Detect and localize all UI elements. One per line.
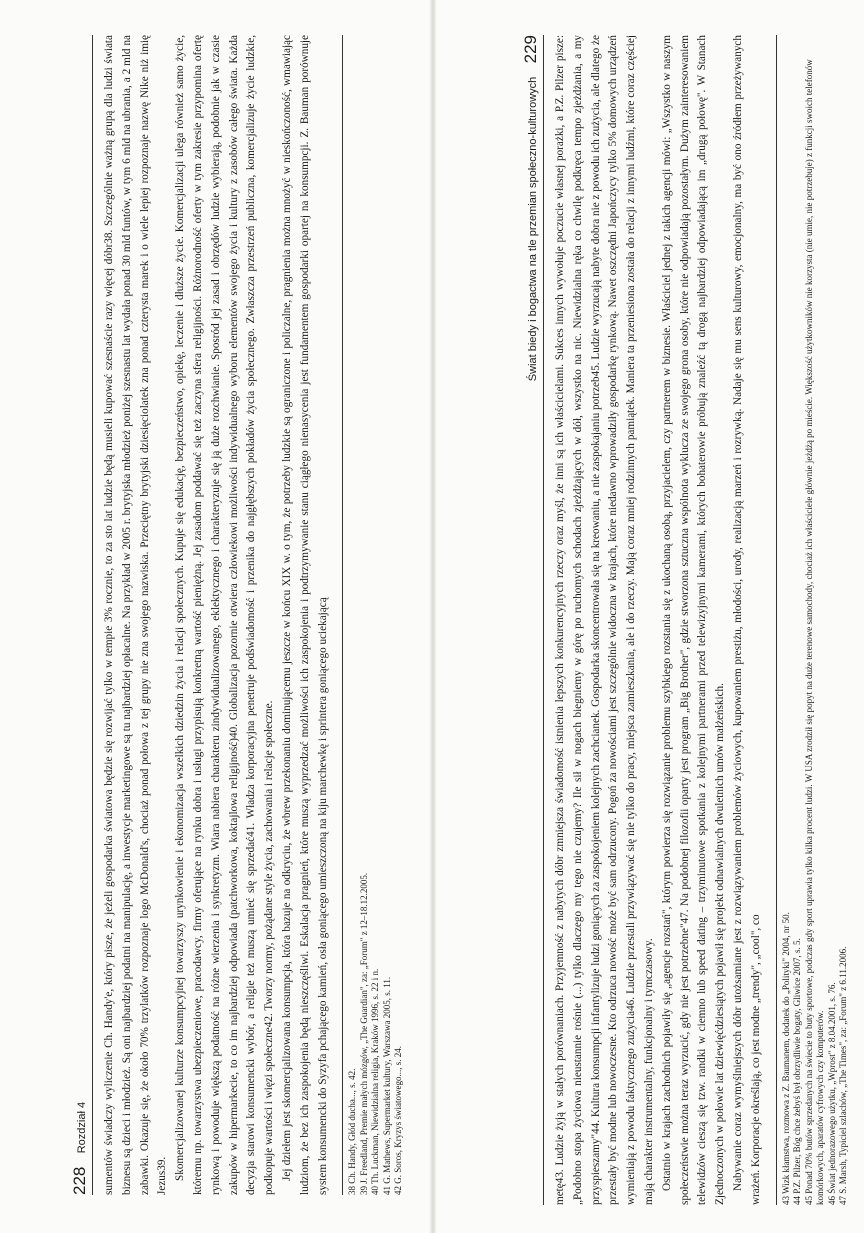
- right-paragraph-3: Nabywanie coraz wymyślniejszych dóbr utożsamiane jest z rozwiązywaniem problemów życiowych, kupowaniem prestiżu, młodości, urody, realizacją marzeń i rozrywką. Nadaje się mu sens kulturowy, emocjonalny, ma być ono źródłem przeżywanych wrażeń. Korporacje określają, co jest modne „trendy", „cool", co: [731, 35, 762, 1205]
- footnote-39: 39 J. Freedland, Premie małych mózgów, „The Guardian", za: „Forum" z 12–18.12.2005.: [358, 872, 369, 1195]
- footnote-45: 45 Ponad 70% butów sprzedanych na świecie to buty sportowe, podczas gdy sport uprawia tylko kilka procent ludzi. W USA zrodził się popyt na duże terenowe samochody, chociaż ich właściciele głównie jeżdżą po mieście. Większość użytkowników nie korzysta (nie umie, nie potrzebuje) z funkcji swoich telefonów komórkowych, aparatów cyfrowych czy komputerów.: [803, 59, 826, 1205]
- footnote-47: 47 S. Marsh, Typiciel szlachów, „The Times", za: „Forum" z 6.11.2006.: [838, 946, 849, 1205]
- left-footnotes: [342, 35, 405, 1195]
- footnote-42: 42 G. Soros, Kryzys światowego..., s. 24.: [393, 1046, 404, 1195]
- left-paragraph-1: sumentów świadczy wyliczenie Ch. Handy'e, który pisze, że jeżeli gospodarka światowa będzie się rozwijać tylko w tempie 3% rocznie, to za sto lat ludzie będą musieli kupować szesnaście razy więcej dóbr38. Szczególnie ważną grupą dla ludzi świata biznesu są dzieci i młodzież. Są oni najbardziej podatni na manipulację, a inwestycje marketingowe są tu najbardziej opłacalne. Na przykład w 2005 r. brytyjska młodzież poniżej szesnastu lat wydała ponad 30 mld funtów, w tym 6 mld na ubrania, a 2 mld na zabawki. Okazuje się, że około 70% trzylatków rozpoznaje logo McDonald's, chociaż ponad połowa z tej grupy nie zna swojego nazwiska. Przeciętny brytyjski dziesięciolatek zna ponad czterysta marek i o wiele lepiej rozpoznaje nazwę Nike niż imię Jezus39.: [103, 35, 169, 1195]
- left-chapter-label: Rozdział 4: [76, 1101, 88, 1154]
- left-paragraph-2: Skomercjalizowanej kulturze konsumpcyjnej towarzyszy urynkowienie i ekonomizacja wszelkich dziedzin życia i relacji społecznych. Kupuje się edukację, bezpieczeństwo, opiekę, leczenie i dłuższe życie. Komercjalizacji ulega również samo życie, któremu np. towarzystwa ubezpieczeniowe, pracodawcy, firmy oferujące na rynku dobra i usługi przypisują konkretną wartość pieniężną. Jej zasadom poddawać się też zaczyna sfera religijności. Różnorodność oferty w tym zakresie przypomina ofertę rynkową i powoduje większą podatność na różne wierzenia i synkretyzm. Wiara nabiera charakteru zindywidualizowanego, eklektycznego i charakteryzuje się ją duże rozchwianie. Sposród jej zasad i obrzędów ludzie wybierają, podobnie jak w czasie zakupów w hipermarkecie, to co im najbardziej odpowiada (patchworkowa, koktajlowa religijność)40. Globalizacja pozornie otwiera człowiekowi możliwości indywidualnego wyboru elementów swojego życia i kultury z zasobów całego świata. Każda decyzja starowi konsumencki wybór, a religie też muszą umieć się sprzedać41. Władza korporacyjna penetruje podświadomość i przenika do najgłębszych pokładów życia społecznego. Zwłaszcza przestrzeń publiczna, komercjalizuje życie ludzkie, podkopuje wartości i więzi społeczne42. Tworzy normy, pożądane style życia, zachowania i relacje społeczne.: [174, 35, 276, 1195]
- footnote-43: 43 Wizk kłamstwa, rozmowa z Z. Baumanem, dodatek do „Polityki" 2004, nr 50.: [780, 912, 791, 1205]
- footnote-40: 40 Th. Luckman, Niewidzialna religia, Kraków 1996, s. 22 i n.: [370, 968, 381, 1195]
- footnote-44: 44 P.Z. Pilzer, Bóg chce żebyś był obrzydliwie bogaty, Gliwice 2007, s. 5.: [792, 938, 803, 1205]
- right-footnotes: [776, 35, 850, 1205]
- right-paragraph-1: metę43. Ludzie żyją w stałych porównaniach. Przyjemność z nabytych dóbr zmniejsza świadomość istnienia lepszych konkurencyjnych rzeczy oraz myśl, że inni są ich właścicielami. Sukces innych wywołuje poczucie własnej porażki, a P.Z. Pilzer pisze: „Podobno stopa życiowa nieustannie rośnie (...) tylko dlaczego my tego nie czujemy? Ile sił w nogach biegniemy w górę po ruchomych schodach zjeżdżających w dół, wszystko na nic. Niewidzialna ręka co chwilę podkręca tempo zjeżdżania, a my przyspieszamy"44. Kultura konsumpcji infantylizuje ludzi goniących za zaspokojeniem kolejnych zachcianek. Gospodarka skoncentrowała się na kreowaniu, a nie zaspokajaniu potrzeb45. Ludzie wyrzucają nabyte dobra nie z powodu ich zużycia, ale dlatego że przestały być modne lub nowoczesne. Kto odrzuca nowość może być sam odrzucony. Pogoń za nowościami jest szczególnie widoczna w krajach, które niedawno wprowadziły gospodarkę rynkową. Nawet oszczędni Japończycy tylko 5% domowych urządzeń wymieniają z powodu faktycznego zużycia46. Ludzie przestali przywiązywać się nie tylko do pracy, miejsca zamieszkania, ale i do rzeczy. Mają coraz mniej rodzinnych pamiątek. Maniera ta przeniesiona została do relacji z innymi ludźmi, które coraz częściej mają charakter instrumentalny, funkcjonalny i tymczasowy.: [554, 35, 655, 1205]
- left-page-number: 228: [70, 1166, 89, 1195]
- right-page: [436, 0, 864, 1233]
- right-chapter-label: Świat biedy i bogactwa na tle przemian społeczno-kulturowych: [527, 76, 539, 382]
- left-body-text: [101, 35, 332, 1195]
- footnote-46: 46 Świat jednorazowego użytku, „Wprost" z 8.04.2001, s. 76.: [826, 982, 837, 1205]
- right-paragraph-2: Ostatnio w krajach zachodnich pojawiły się „agencje rozstań", którym powierza się rozwiązanie problemu szybkiego rozstania się z ukochaną osobą, przyjacielem, czy partnerem w biznesie. Właściciel jednej z takich agencji mówi: „Wszystko w naszym społeczeństwie można teraz wyrzucić, gdy nie jest potrzebne"47. Na podobnej filozofii oparty jest program „Big Brother", gdzie stworzona sztuczna wspólnota wyklucza ze swojego grona osoby, które nie odpowiadają pozostałym. Dużym zainteresowaniem telewidzów cieszą się tzw. randki w ciemno lub speed dating – trzyminutowe spotkania z kolejnymi partnerami przed telewizyjnymi kamerami, których bohaterowie próbują znaleźć tą drogą najbardziej odpowiadającą im „drugą połowę". W Stanach Zjednoczonych w połowie lat dziewięćdziesiątych pojawił się projekt odnawialnych dwuletnich umów małżeńskich.: [660, 35, 727, 1205]
- footnote-41: 41 G. Mathews, Supermarket kultury, Warszawa 2005, s. 11.: [381, 976, 392, 1195]
- footnote-38: 38 Ch. Handy, Głód ducha..., s. 42.: [347, 1068, 358, 1195]
- left-running-head: [70, 35, 93, 1195]
- left-paragraph-3: Jej dziełem jest skomercjalizowana konsumpcja, która bazuje na odkryciu, że wbrew przekonaniu dominującemu jeszcze w końcu XIX w. o tym, że potrzeby ludzkie są ograniczone i policzalne, pragnienia można mnożyć w nieskończoność, wmawiając ludziom, że bez ich zaspokojenia będą nieszczęśliwi. Eskalacja pragnień, które muszą wyprzedzać możliwości ich zaspokojenia i podtrzymywanie stanu ciągłego nienasycenia jest fundamentem gospodarki opartej na konsumpcji. Z. Bauman porównuje system konsumencki do Syzyfa pchającego kamień, osła goniącego umieszczoną na kiju marchewkę i sprintera goniącego uciekającą: [280, 35, 329, 1195]
- right-body-text: [552, 35, 766, 1205]
- right-page-number: 229: [521, 35, 540, 64]
- right-running-head: [521, 35, 544, 1205]
